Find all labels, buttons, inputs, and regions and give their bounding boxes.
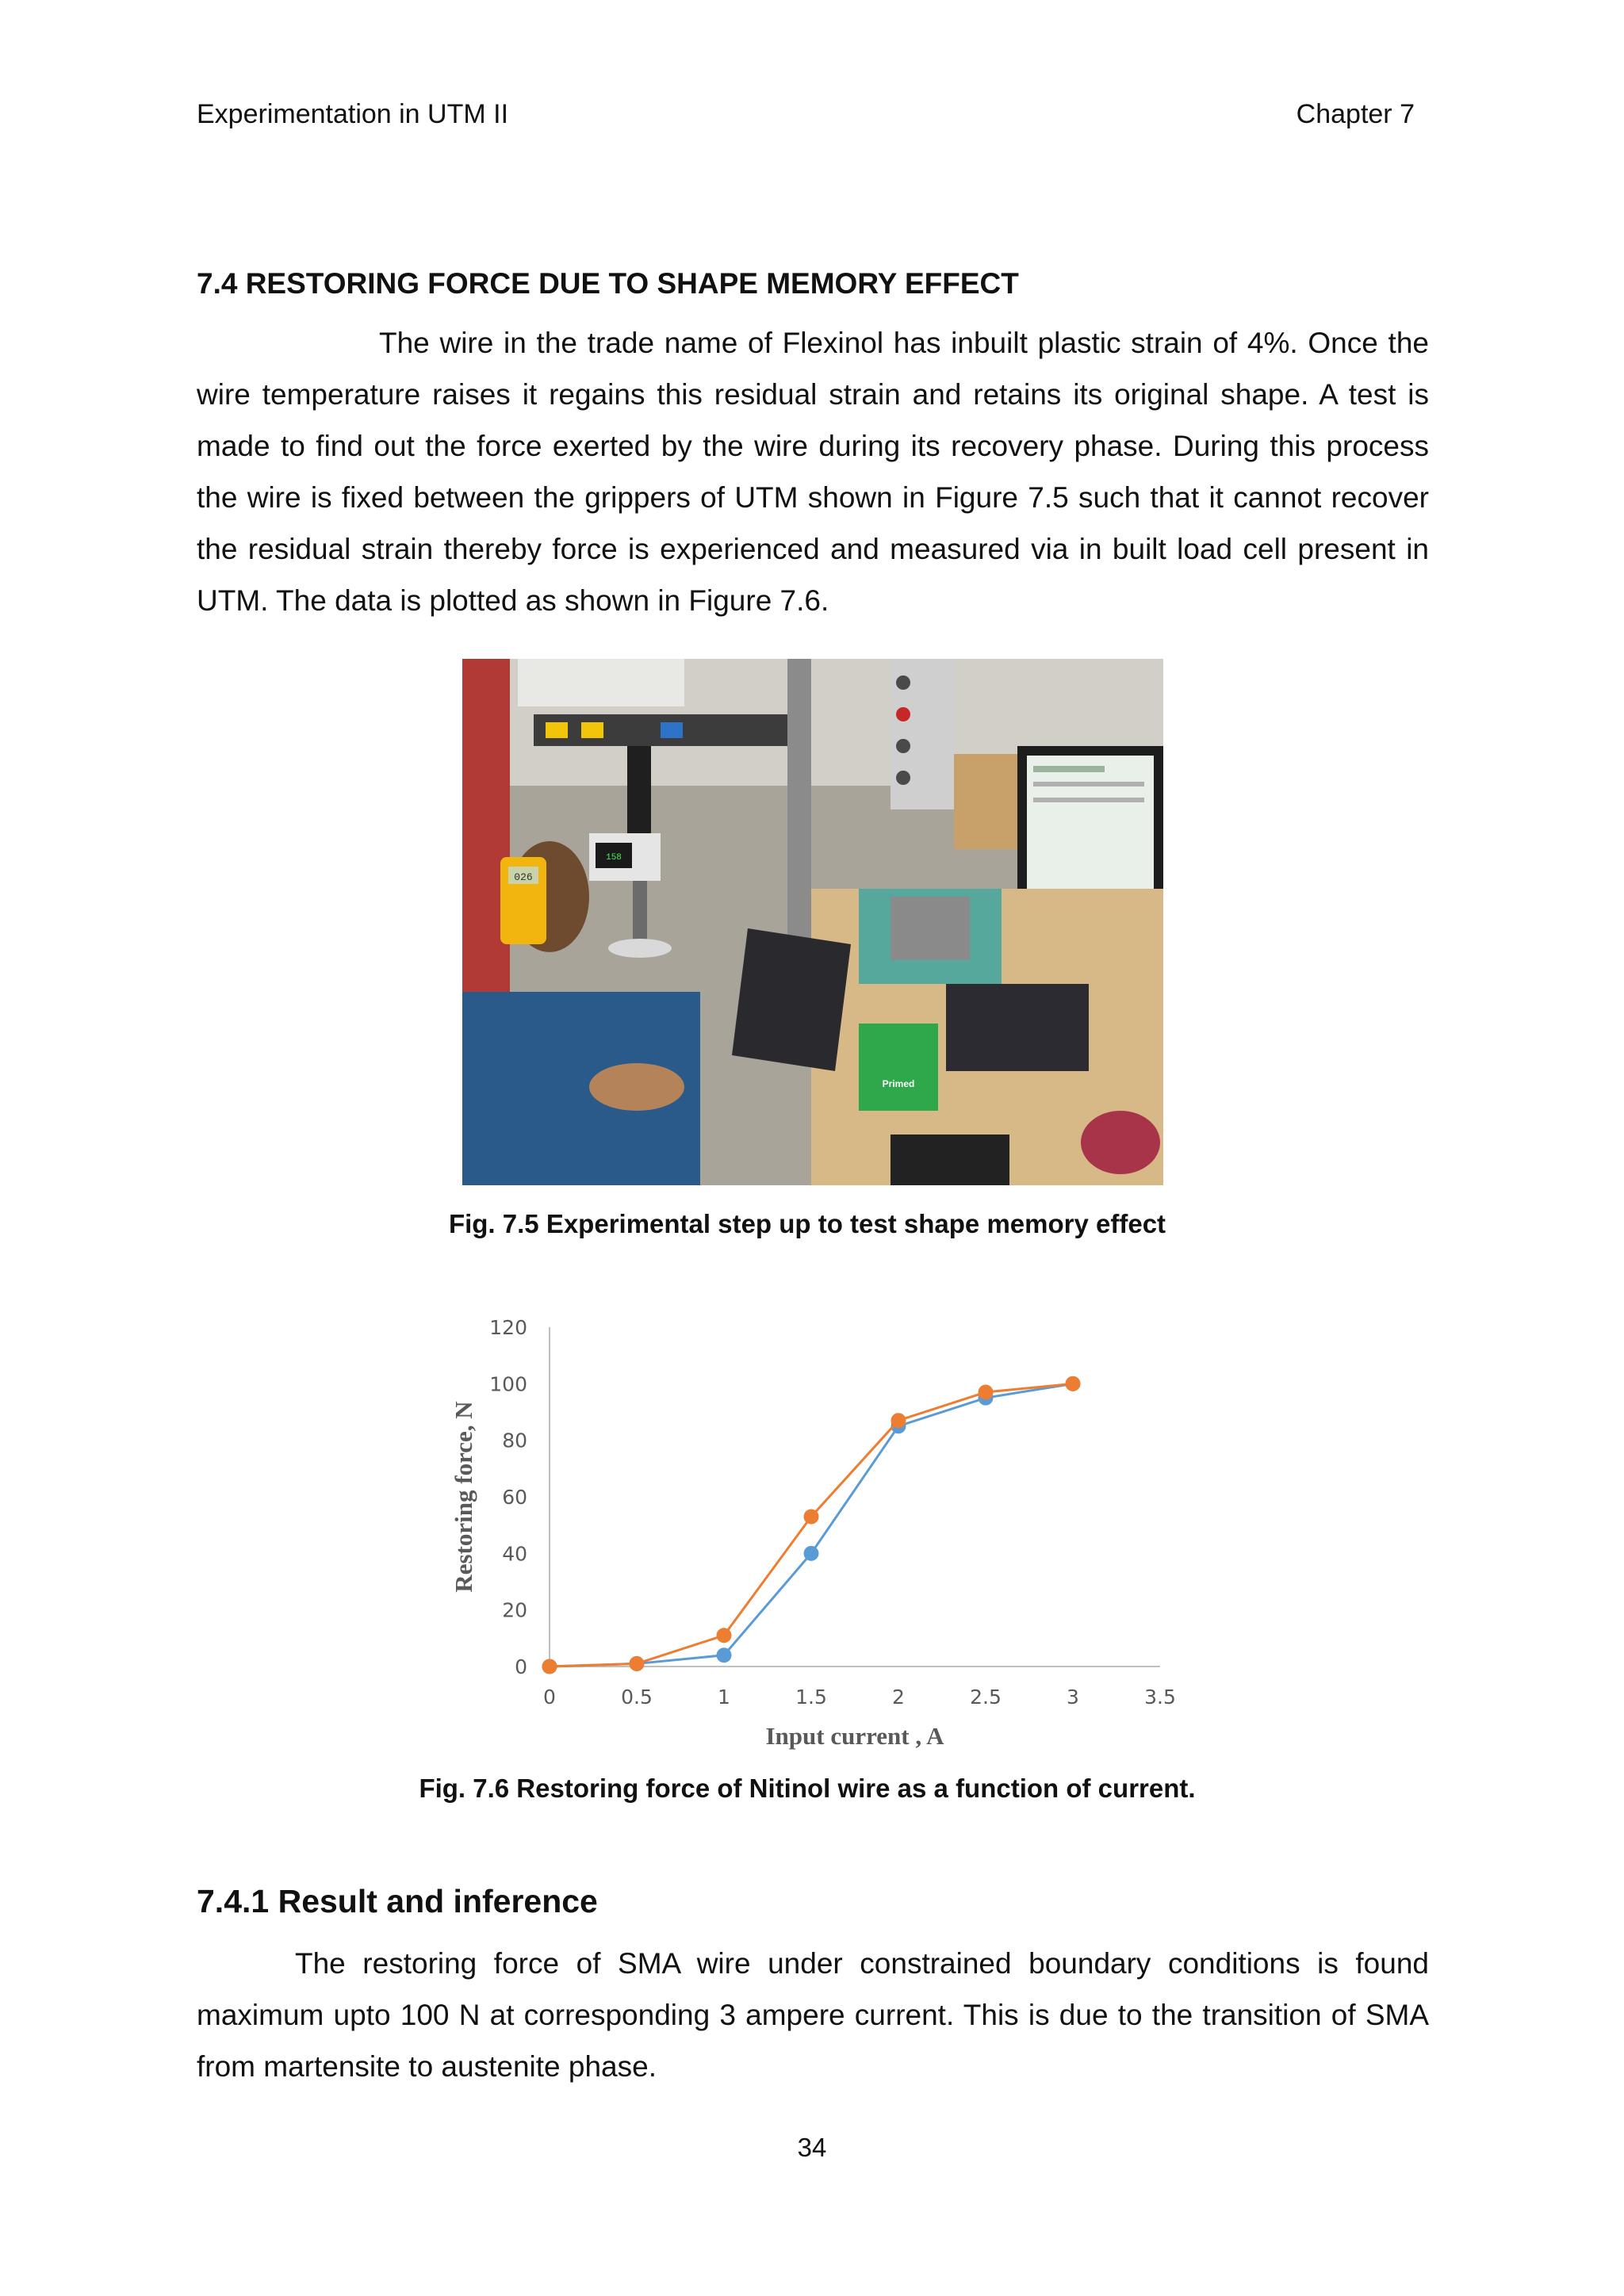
data-point-series-2 <box>630 1656 645 1671</box>
data-point-series-1 <box>804 1546 819 1561</box>
y-tick-label: 0 <box>515 1655 527 1678</box>
multimeter-readout: 026 <box>514 871 533 883</box>
y-axis-title: Restoring force, N <box>450 1401 477 1593</box>
page-number: 34 <box>797 2133 827 2162</box>
figure-7-6-caption: Fig. 7.6 Restoring force of Nitinol wire as a function of current. <box>419 1774 1196 1803</box>
x-tick-label: 3.5 <box>1144 1686 1176 1709</box>
x-tick-label: 0 <box>543 1686 556 1709</box>
y-tick-label: 120 <box>489 1316 527 1339</box>
x-axis-title: Input current , A <box>765 1722 944 1750</box>
data-point-series-1 <box>717 1647 732 1663</box>
result-paragraph: The restoring force of SMA wire under constrained boundary conditions is found maximum upto 100 N at corresponding 3 ampere current. This is due to the transition of SMA from martensite to austenite phase. <box>197 1947 1429 2083</box>
data-point-series-2 <box>804 1509 819 1524</box>
section-paragraph: The wire in the trade name of Flexinol has inbuilt plastic strain of 4%. Once the wire temperature raises it regains this residual strain and retains its original shape. A test is made to find out the force exerted by the wire during its recovery phase. During this process the wire is fixed between the grippers of UTM shown in Figure 7.5 such that it cannot recover the residual strain thereby force is experienced and measured via in built load cell present in UTM. The data is plotted as shown in Figure 7.6. <box>197 327 1429 617</box>
x-tick-label: 1.5 <box>795 1686 827 1709</box>
section-heading: 7.4 RESTORING FORCE DUE TO SHAPE MEMORY EFFECT <box>197 267 1019 300</box>
y-tick-label: 40 <box>502 1542 527 1566</box>
x-tick-label: 3 <box>1067 1686 1079 1709</box>
box-label: Primed <box>882 1078 915 1089</box>
experiment-photo <box>462 659 1163 1185</box>
display-readout: 158 <box>606 853 622 863</box>
x-tick-label: 1 <box>718 1686 730 1709</box>
running-header-right: Chapter 7 <box>1296 99 1415 129</box>
y-tick-label: 20 <box>502 1598 527 1622</box>
data-point-series-2 <box>979 1385 994 1400</box>
x-tick-label: 2.5 <box>970 1686 1002 1709</box>
y-tick-label: 100 <box>489 1372 527 1396</box>
figure-7-5-caption: Fig. 7.5 Experimental step up to test shape memory effect <box>448 1209 1166 1238</box>
restoring-force-chart <box>444 1300 1189 1760</box>
y-tick-label: 60 <box>502 1486 527 1509</box>
data-point-series-2 <box>891 1413 906 1428</box>
series-line-2 <box>550 1383 1073 1667</box>
series-line-1 <box>550 1383 1073 1667</box>
experiment-photo-illustration <box>462 659 1163 1185</box>
data-point-series-2 <box>542 1659 557 1674</box>
x-tick-label: 2 <box>892 1686 905 1709</box>
running-header-left: Experimentation in UTM II <box>197 99 509 129</box>
chart-svg <box>444 1300 1189 1760</box>
result-heading: 7.4.1 Result and inference <box>197 1883 598 1919</box>
data-point-series-2 <box>1066 1376 1081 1391</box>
y-tick-label: 80 <box>502 1429 527 1452</box>
x-tick-label: 0.5 <box>621 1686 653 1709</box>
data-point-series-2 <box>717 1628 732 1643</box>
